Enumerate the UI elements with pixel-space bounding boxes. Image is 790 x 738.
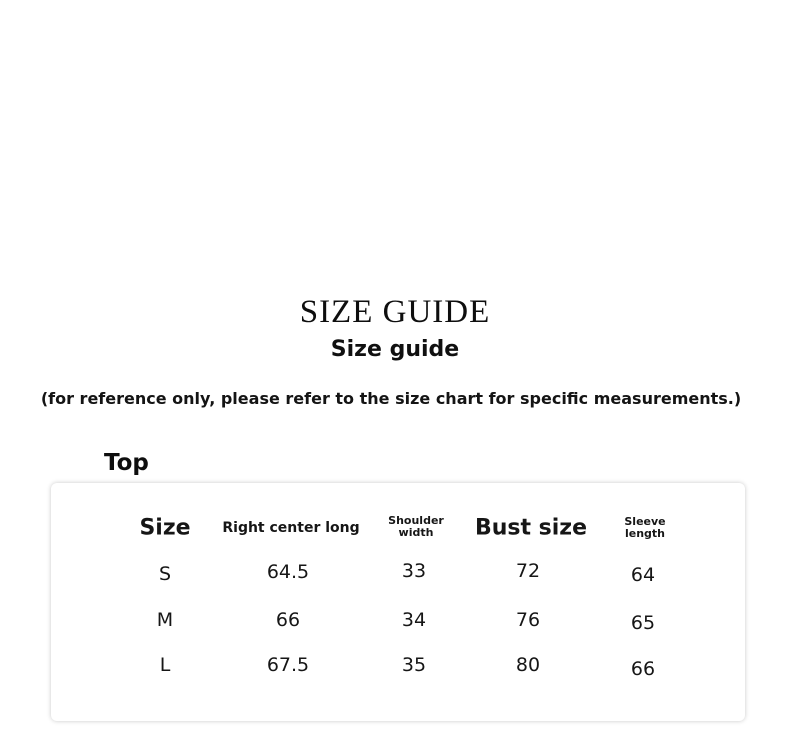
column-header-shoulder-line1: Shoulder bbox=[388, 514, 444, 527]
column-header-sleeve-line2: length bbox=[624, 527, 666, 540]
table-cell: 33 bbox=[401, 560, 427, 582]
table-cell: 80 bbox=[515, 654, 541, 676]
table-cell: 72 bbox=[515, 560, 541, 582]
page-subtitle: Size guide bbox=[330, 337, 460, 362]
table-cell: S bbox=[158, 563, 172, 585]
column-header-sleeve-line1: Sleeve bbox=[624, 515, 666, 528]
table-cell: 35 bbox=[401, 654, 427, 676]
table-cell: 66 bbox=[630, 658, 656, 680]
table-cell: 65 bbox=[630, 612, 656, 634]
page-title: SIZE GUIDE bbox=[299, 294, 491, 330]
table-cell: 67.5 bbox=[266, 654, 310, 676]
column-header-right-center-long: Right center long bbox=[222, 520, 360, 536]
table-cell: 64.5 bbox=[266, 561, 310, 583]
section-label-top: Top bbox=[104, 450, 149, 476]
size-table-card bbox=[51, 483, 745, 721]
column-header-size: Size bbox=[139, 515, 191, 541]
table-cell: M bbox=[156, 609, 174, 631]
table-cell: 76 bbox=[515, 609, 541, 631]
table-cell: L bbox=[159, 654, 171, 676]
column-header-shoulder-width bbox=[388, 515, 444, 539]
table-cell: 64 bbox=[630, 564, 656, 586]
table-cell: 34 bbox=[401, 609, 427, 631]
column-header-shoulder-line2: width bbox=[398, 526, 434, 539]
column-header-bust-size: Bust size bbox=[474, 515, 588, 541]
table-cell: 66 bbox=[275, 609, 301, 631]
column-header-sleeve-length bbox=[624, 516, 665, 540]
reference-note: (for reference only, please refer to the size chart for specific measurements.) bbox=[40, 389, 742, 408]
